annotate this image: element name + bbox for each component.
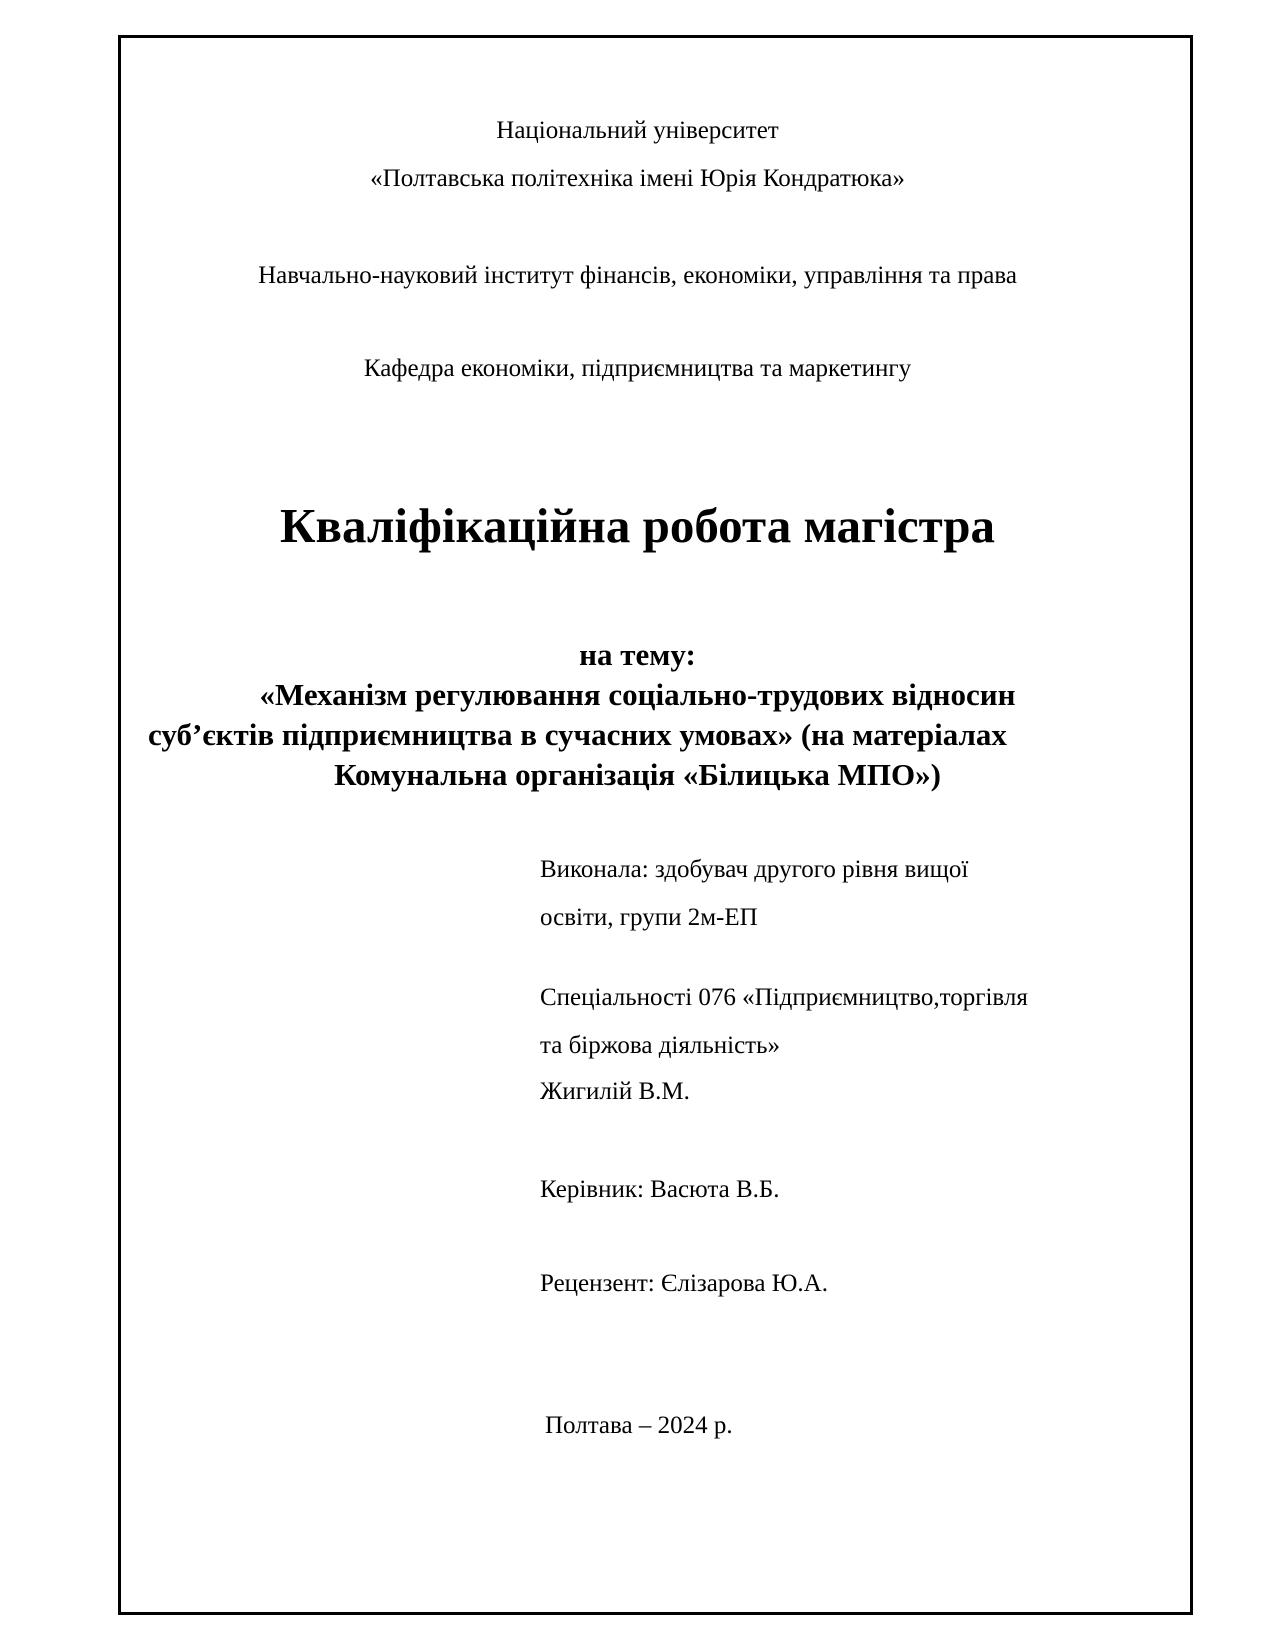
topic-label: на тему: xyxy=(579,637,696,672)
author-name: Жигилій В.М. xyxy=(540,1078,690,1105)
document-title: Кваліфікаційна робота магістра xyxy=(279,498,996,553)
university-name-line2: «Полтавська політехніка імені Юрія Кондратюка» xyxy=(370,165,905,192)
university-name-line1: Національний університет xyxy=(496,117,779,144)
specialty-line2: та біржова діяльність» xyxy=(540,1032,781,1059)
specialty-line1: Спеціальності 076 «Підприємництво,торгівля xyxy=(540,984,1028,1011)
topic-line-3: Комунальна організація «Білицька МПО») xyxy=(334,757,941,792)
topic-line-1: «Механізм регулювання соціально-трудових відносин xyxy=(259,677,1016,712)
city-year: Полтава – 2024 р. xyxy=(545,1412,733,1439)
institute-name: Навчально-науковий інститут фінансів, економіки, управління та права xyxy=(258,262,1017,289)
topic-line-2: суб’єктів підприємництва в сучасних умовах» (на матеріалах xyxy=(148,717,1007,752)
performed-by-line2: освіти, групи 2м-ЕП xyxy=(540,904,758,931)
department-name: Кафедра економіки, підприємництва та маркетингу xyxy=(363,355,912,382)
supervisor: Керівник: Васюта В.Б. xyxy=(540,1176,780,1203)
performed-by-line1: Виконала: здобувач другого рівня вищої xyxy=(540,856,969,883)
reviewer: Рецензент: Єлізарова Ю.А. xyxy=(540,1270,828,1297)
